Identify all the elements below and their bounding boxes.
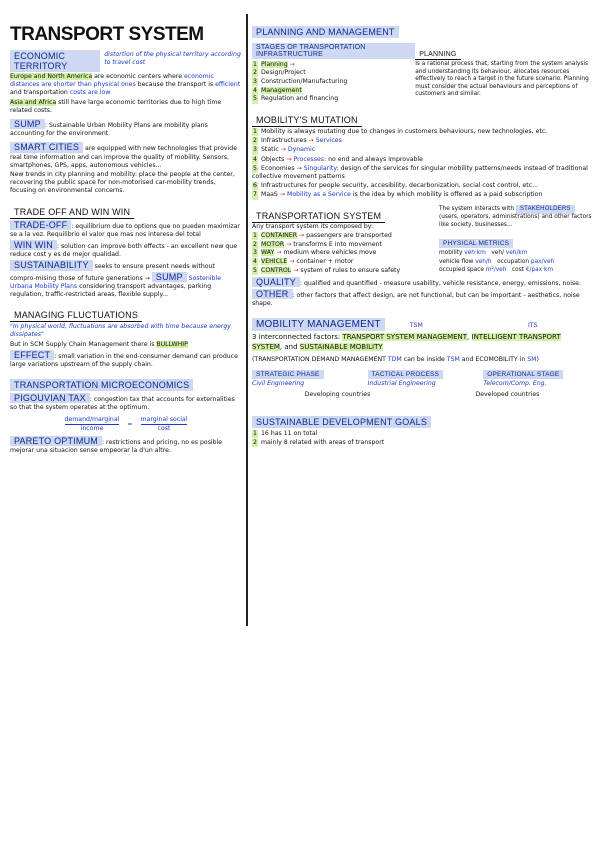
- smart-cities-section: SMART CITIES are equipped with new technologies that provide real time information and can improve the quality of mobility. Sensors, smartphones, GPS, apps, autonomous vehicles... New trends in city planning and mobility: place the people at the center, recovering the public space for non-motorised car-mobility trends, focusing on environmental concerns.: [10, 142, 242, 195]
- economic-territory-p2: Asia and Africa still have large economic territories due to high time related costs.: [10, 98, 222, 114]
- economic-territory-section: [10, 50, 242, 115]
- development-row: Developing countries Developed countries: [304, 390, 540, 398]
- pigouvian-formula: $\frac{\text{demand/marginal}}{\text{income}}$ = $\frac{\text{marginal social}}{\cos t}$: [64, 415, 188, 432]
- smart-cities-heading: SMART CITIES: [10, 142, 83, 152]
- economic-territory-heading: ECONOMIC TERRITORY: [10, 50, 100, 72]
- mobility-mutation-section: MOBILITY'S MUTATION 1 Mobility is always mutating due to changes in customers behaviours, new technologies, etc. 2 Infrastructures → Services 3 Static → Dynamic 4 Objects → Processes: no end and always improvable 5 Economies → Singularity: design of the services for singular mobility patterns/needs instead of traditional collective movement patterns 6 Infrastructures for people security, accesibility, decarbonization, social cost control, etc... 7 MaaS → Mobility as a Service is the idea by which mobility is offered as a paid subscription: [252, 115, 588, 199]
- transportation-system-section: TRANSPORTATION SYSTEM Any transport system its composed by: 1 CONTAINER → passengers are transported 2 MOTOR → transforms E into movement 3 WAY → medium where vehicles move 4 VEHICLE → container + motor 5 CONTROL → system of rules to ensure safety The system interacts with STAKEHOLDERS (users, operators, administrations) and other factors like society, businesses... PHYSICAL METRICS mobility veh·km veh/ veh/km vehicle flow veh/h occupation pax/veh occupied space m²/veh cost €/pax·km QUALITY : qualified and quantified - measure usability, vehicle resistance, energy, emissions, noise. OTHER : other factors that affect design, are not functional, but can be important - aesthetics, noise shape.: [252, 205, 592, 308]
- mobility-management-section: MOBILITY MANAGEMENT TSM ITS 3 interconnected factors: TRANSPORT SYSTEM MANAGEMENT, INTELLIGENT TRANSPORT SYSTEM, and SUSTAINABLE MOBILITY (TRANSPORTATION DEMAND MANAGEMENT TDM can be inside TSM and ECOMOBILITY in SM): [252, 319, 561, 364]
- smart-cities-trends: New trends in city planning and mobility: place the people at the center, recovering the public space for non-motorised car-mobility trends, focusing on environmental concerns.: [10, 171, 235, 195]
- fluctuations-section: MANAGING FLUCTUATIONS "In physical world, fluctuations are absorbed with time because energy dissipates" But in SCM Supply Chain Management there is BULLWHIP EFFECT : small variation in the end-consumer demand can produce large variations upstream of the supply chain.: [10, 303, 242, 369]
- microeconomics-heading: TRANSPORTATION MICROECONOMICS: [10, 379, 193, 391]
- fluctuations-heading: MANAGING FLUCTUATIONS: [10, 309, 142, 322]
- trade-off-section: TRADE OFF AND WIN WIN TRADE-OFF : equilibrium due to options que no pueden maximizar se a la vez. Requilibrio el valor que mas nos interesa del total WIN WIN : solution can improve both effects - an excellent new que reduce cost y es de mejor qualidad. SUSTAINABILITY seeks to ensure present needs without compro-mising those of future generations → SUMP Sostenible Urbana Mobility Plans considering transport advantages, parking regulation, traffic-restricted areas, flexible supply...: [10, 206, 240, 299]
- left-column: [10, 20, 242, 459]
- sdg-section: SUSTAINABLE DEVELOPMENT GOALS 1 16 has 11 on total 2 mainly 8 related with areas of transport: [252, 410, 592, 447]
- physical-metrics-heading: PHYSICAL METRICS: [439, 239, 513, 248]
- mobility-mutation-heading: MOBILITY'S MUTATION: [252, 114, 362, 127]
- planning-definition: Is a rational process that, starting from the system analysis and understanding its behaviour, allocates resources effectively to reach a target in the future scenario. Planning must consider the actual behaviours and perceptions of customers and similar.: [415, 61, 589, 97]
- microeconomics-section: TRANSPORTATION MICROECONOMICS PIGOUVIAN TAX : congestion tax that accounts for externalities so that the system operates at the optimum. $\frac{\text{demand/marginal}}{\text{income}}$ = $\frac{\text{marginal social}}{\cos t}$ PARETO OPTIMUM : restrictions and pricing, no es posible mejorar una situacion sense empeorar la d'un altre.: [10, 373, 242, 455]
- sump-definition: SUMP : Sustainable Urban Mobility Plans are mobility plans accounting for the environment.: [10, 119, 208, 138]
- planning-heading: PLANNING AND MANAGEMENT: [252, 26, 399, 38]
- page-title: TRANSPORT SYSTEM: [10, 24, 204, 45]
- column-divider: [246, 14, 248, 626]
- trade-off-heading: TRADE OFF AND WIN WIN: [10, 206, 134, 219]
- economic-territory-p1: Europe and North America are economic centers where economic distances are shorter than physical ones because the transport is efficient and transportation costs are low: [10, 73, 241, 97]
- sdg-heading: SUSTAINABLE DEVELOPMENT GOALS: [252, 416, 431, 428]
- right-column: [252, 20, 592, 450]
- economic-territory-note: distortion of the physical territory according to travel cost: [104, 51, 241, 67]
- mobility-management-heading: MOBILITY MANAGEMENT: [252, 318, 385, 331]
- planning-section: STAGES OF TRANSPORTATION INFRASTRUCTURE 1 Planning → 2 Design/Project 3 Construction/Manufacturing 4 Management 5 Regulation and financing PLANNING Is a rational process that, starting from the system analysis and understanding its behaviour, allocates resources effectively to reach a target in the future scenario. Planning must consider the actual behaviours and perceptions of customers and similar.: [252, 41, 592, 104]
- phases-section: STRATEGIC PHASE Civil Engineering TACTICAL PROCESS Industrial Engineering OPERATIONAL STAGE Telecom/Comp. Eng.: [252, 370, 592, 389]
- planning-label: PLANNING: [415, 50, 460, 60]
- stages-heading: STAGES OF TRANSPORTATION INFRASTRUCTURE: [252, 43, 415, 59]
- fluctuations-quote: "In physical world, fluctuations are absorbed with time because energy dissipates": [10, 323, 231, 339]
- transportation-system-heading: TRANSPORTATION SYSTEM: [252, 210, 385, 223]
